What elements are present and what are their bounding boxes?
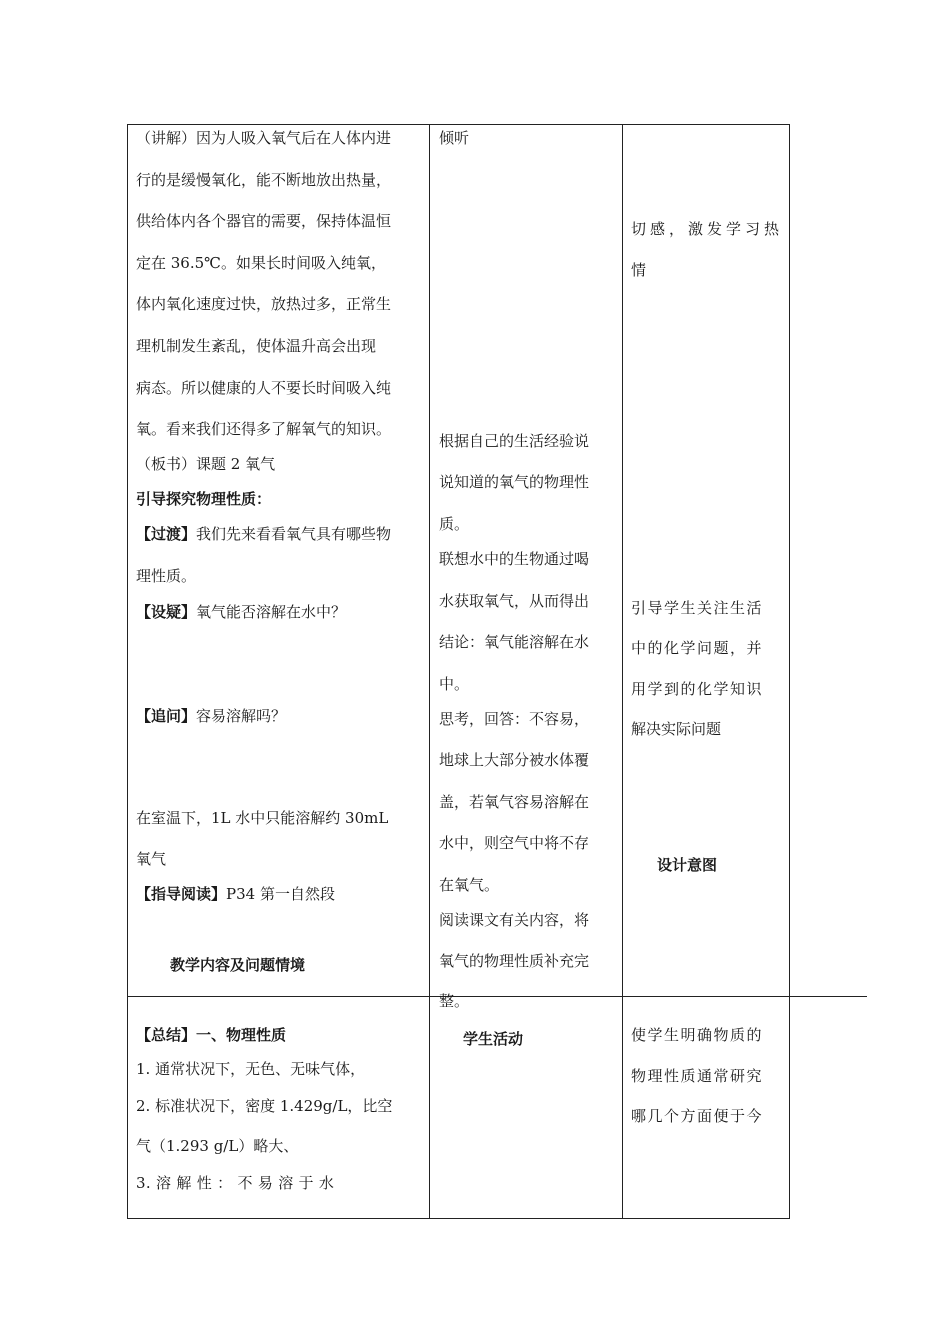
lecture-line: 行的是缓慢氧化，能不断地放出热量， xyxy=(136,171,392,189)
blackboard-line: （板书）课题 2 氧气 xyxy=(136,455,276,473)
table-right-border xyxy=(789,124,790,1219)
followup-text: 容易溶解吗？ xyxy=(196,707,287,725)
lecture-line: 定在 36.5℃。如果长时间吸入纯氧， xyxy=(136,254,386,272)
transition-line-1 xyxy=(136,524,391,544)
reading-text: P34 第一自然段 xyxy=(226,885,335,903)
fact-line-1: 在室温下，1L 水中只能溶解约 30mL xyxy=(136,809,389,827)
lecture-line: 病态。所以健康的人不要长时间吸入纯 xyxy=(136,379,392,397)
reading-tag: 【指导阅读】 xyxy=(136,885,227,903)
summary-title: 一、物理性质 xyxy=(196,1026,287,1044)
column-header-student-activity: 学生活动 xyxy=(463,1030,524,1048)
activity-line: 阅读课文有关内容，将 xyxy=(439,911,590,929)
column-header-design-intent: 设计意图 xyxy=(657,856,718,874)
intent-line: 解决实际问题 xyxy=(631,720,722,738)
activity-line: 水中，则空气中将不存 xyxy=(439,834,590,852)
activity-line: 质。 xyxy=(439,515,470,533)
activity-line: 说知道的氧气的物理性 xyxy=(439,473,590,491)
summary-item: 2. 标准状况下，密度 1.429g/L，比空 xyxy=(136,1097,393,1115)
fact-line-2: 氧气 xyxy=(136,850,167,868)
listen-text: 倾听 xyxy=(439,129,470,147)
table-mid-rule xyxy=(127,996,867,997)
intent-line: 切感，激发学习热 xyxy=(631,220,784,238)
reading-line xyxy=(136,884,335,904)
followup-tag: 【追问】 xyxy=(136,707,197,725)
intent-line: 物理性质通常研究 xyxy=(631,1067,764,1085)
activity-line: 整。 xyxy=(439,992,470,1010)
question-line xyxy=(136,602,346,622)
intent-line: 哪几个方面便于今 xyxy=(631,1107,764,1125)
lecture-line: （讲解）因为人吸入氧气后在人体内进 xyxy=(136,129,392,147)
activity-line: 中。 xyxy=(439,675,470,693)
intent-line: 用学到的化学知识 xyxy=(631,680,764,698)
summary-item: 3. 溶 解 性 ： 不 易 溶 于 水 xyxy=(136,1174,335,1192)
activity-line: 地球上大部分被水体覆 xyxy=(439,751,590,769)
intent-line: 中的化学问题，并 xyxy=(631,639,764,657)
table-left-border xyxy=(127,124,128,1219)
activity-line: 结论：氧气能溶解在水 xyxy=(439,633,590,651)
summary-item: 气（1.293 g/L）略大、 xyxy=(136,1137,299,1155)
column-divider-1 xyxy=(429,124,430,1219)
transition-tag: 【过渡】 xyxy=(136,525,197,543)
lecture-line: 体内氧化速度过快，放热过多，正常生 xyxy=(136,295,392,313)
activity-line: 水获取氧气，从而得出 xyxy=(439,592,590,610)
activity-line: 在氧气。 xyxy=(439,876,500,894)
summary-heading xyxy=(136,1025,286,1045)
lecture-line: 氧。看来我们还得多了解氧气的知识。 xyxy=(136,420,392,438)
intent-line: 引导学生关注生活 xyxy=(631,599,764,617)
question-tag: 【设疑】 xyxy=(136,603,197,621)
summary-tag: 【总结】 xyxy=(136,1026,197,1044)
column-divider-2 xyxy=(622,124,623,1219)
activity-line: 氧气的物理性质补充完 xyxy=(439,952,590,970)
lecture-line: 供给体内各个器官的需要，保持体温恒 xyxy=(136,212,392,230)
transition-text: 我们先来看看氧气具有哪些物 xyxy=(196,525,392,543)
intent-line: 情 xyxy=(631,261,647,279)
intent-line: 使学生明确物质的 xyxy=(631,1026,764,1044)
activity-line: 根据自己的生活经验说 xyxy=(439,432,590,450)
table-top-border xyxy=(127,124,790,125)
guide-title: 引导探究物理性质： xyxy=(136,490,272,508)
summary-item: 1. 通常状况下，无色、无味气体， xyxy=(136,1060,366,1078)
column-header-teaching-content: 教学内容及问题情境 xyxy=(170,956,306,974)
activity-line: 盖，若氧气容易溶解在 xyxy=(439,793,590,811)
transition-line-2: 理性质。 xyxy=(136,567,197,585)
activity-line: 思考，回答：不容易， xyxy=(439,710,590,728)
activity-line: 联想水中的生物通过喝 xyxy=(439,550,590,568)
lecture-line: 理机制发生紊乱，使体温升高会出现 xyxy=(136,337,377,355)
followup-line xyxy=(136,706,286,726)
table-bottom-border xyxy=(127,1218,790,1219)
question-text: 氧气能否溶解在水中？ xyxy=(196,603,347,621)
